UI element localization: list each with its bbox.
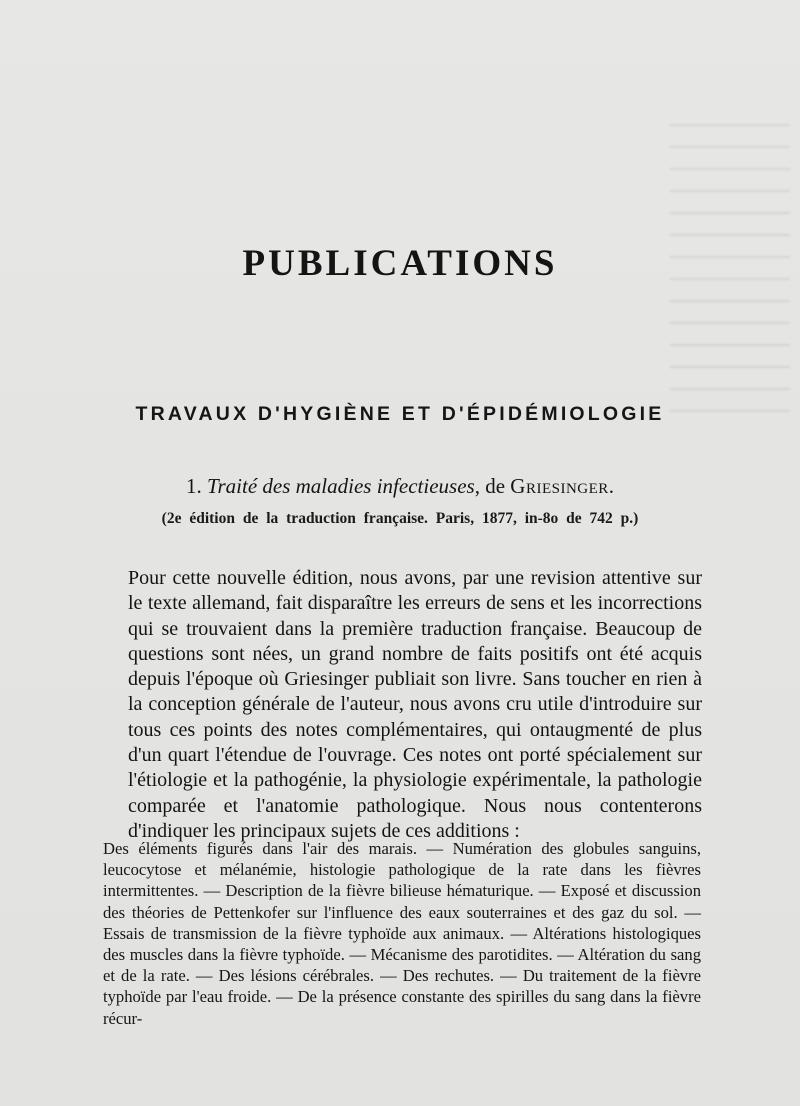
entry-publication-details: (2e édition de la traduction française. Paris, 1877, in-8o de 742 p.) [161, 510, 639, 527]
entry-title [0, 472, 800, 500]
entry-author: Griesinger [510, 474, 609, 498]
intro-paragraph: Pour cette nouvelle édition, nous avons, par une revision attentive sur le texte allemand, fait disparaître les erreurs de sens et les incorrections qui se trouvaient dans la première traduction française. Beaucoup de questions sont nées, un grand nombre de faits positifs ont été acquis depuis l'époque où Griesinger publiait son livre. Sans toucher en rien à la conception générale de l'auteur, nous avons cru utile d'introduire sur tous ces points des notes complémentaires, qui ontaugmenté de plus d'un quart l'étendue de l'ouvrage. Ces notes ont porté spécialement sur l'étiologie et la pathogénie, la physiologie expérimentale, la pathologie comparée et l'anatomie pathologique. Nous nous contenterons d'indiquer les principaux sujets de ces additions : [128, 567, 702, 842]
entry-author-period: . [608, 474, 615, 498]
page-title: PUBLICATIONS [242, 243, 558, 284]
entry-book-title: Traité des maladies infectieuses [206, 474, 475, 498]
additions-list-paragraph: Des éléments figurés dans l'air des marais. — Numération des globules sanguins, leucocytose et mélanémie, histologie pathologique de la rate dans les fièvres intermittentes. — Description de la fièvre bilieuse hématurique. — Exposé et discussion des théories de Pettenkofer sur l'influence des eaux souterraines et des gaz du sol. — Essais de transmission de la fièvre typhoïde aux animaux. — Altérations histologiques des muscles dans la fièvre typhoïde. — Mécanisme des parotidites. — Altération du sang et de la rate. — Des lésions cérébrales. — Des rechutes. — Du traitement de la fièvre typhoïde par l'eau froide. — De la présence constante des spirilles du sang dans la fièvre récur- [103, 839, 701, 1028]
entry-number: 1. [185, 474, 202, 498]
entry-title-connector: , de [474, 474, 506, 498]
section-heading: TRAVAUX D'HYGIÈNE ET D'ÉPIDÉMIOLOGIE [135, 403, 665, 425]
